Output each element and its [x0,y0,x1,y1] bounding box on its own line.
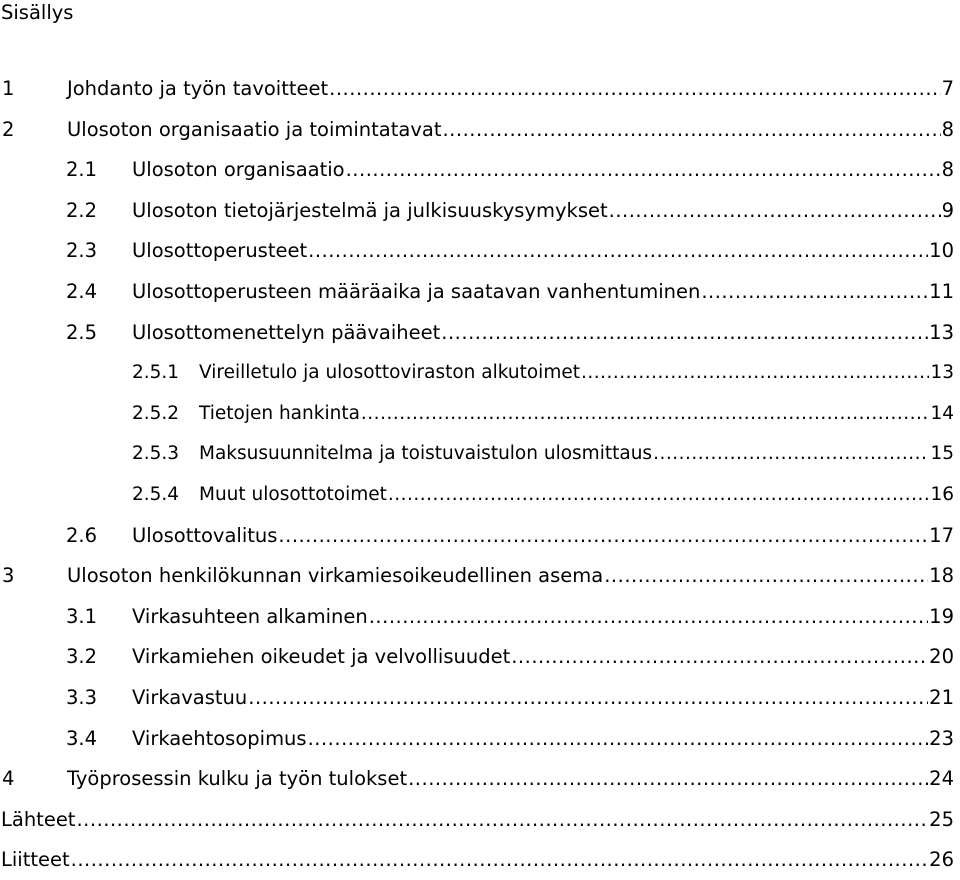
dot-leader [441,322,928,344]
toc-entry-label: Ulosoton organisaatio ja toimintatavat [67,117,442,141]
dot-leader [308,240,928,262]
toc-entry-number: 2.5.1 [132,362,180,384]
toc-entry[interactable] [0,799,960,840]
toc-entry-label: Virkaehtosopimus [132,726,307,750]
toc-entry-label: Lähteet [1,807,76,831]
toc-entry-page: 9 [941,198,954,222]
dot-leader [388,484,930,506]
toc-entry-number: 3.2 [66,645,98,669]
toc-entry-label: Ulosottovalitus [132,523,278,547]
toc-entry-number: 2.3 [66,239,98,263]
toc-entry[interactable] [0,636,960,677]
toc-entry-number: 2.4 [66,279,98,303]
toc-entry[interactable] [0,109,960,150]
toc-entry-number: 2.5.2 [132,402,180,424]
toc-entry-number: 1 [2,77,15,100]
toc-entry-number: 3 [2,564,15,588]
toc-entry-number: 2.5.3 [132,443,180,465]
toc-entry[interactable] [0,271,960,312]
dot-leader [278,525,928,547]
toc-entry[interactable] [0,68,960,109]
toc-entry-page: 25 [929,807,954,831]
toc-entry-page: 26 [929,848,954,872]
toc-entry-page: 13 [929,320,954,344]
dot-leader [609,200,941,222]
toc-entry-label: Ulosoton henkilökunnan virkamiesoikeudellinen asema [67,564,604,588]
toc-entry-number: 2.5 [66,320,98,344]
dot-leader [511,646,928,668]
dot-leader [653,443,929,465]
toc-entry[interactable] [0,758,960,799]
toc-entry-number: 3.4 [66,726,98,750]
toc-entry-number: 4 [2,767,15,791]
toc-entry[interactable] [0,149,960,190]
toc-entry-label: Johdanto ja työn tavoitteet [67,77,329,100]
toc-entry[interactable] [0,555,960,596]
toc-entry-label: Maksusuunnitelma ja toistuvaistulon ulosmittaus [199,443,653,465]
toc-entry[interactable] [0,393,960,434]
toc-entry-label: Virkavastuu [132,685,248,709]
toc-entry-page: 11 [929,279,954,303]
toc-title: Sisällys [1,1,74,24]
dot-leader [308,728,929,750]
toc-entry-label: Työprosessin kulku ja työn tulokset [67,767,408,791]
toc-entry-label: Ulosoton organisaatio [132,158,345,182]
toc-entry[interactable] [0,839,960,880]
toc-entry-label: Ulosottoperusteen määräaika ja saatavan vanhentuminen [132,279,701,303]
toc-entry-page: 24 [929,767,954,791]
dot-leader [604,565,928,587]
toc-entry-page: 13 [930,362,954,384]
dot-leader [442,119,940,141]
toc-entry-page: 15 [930,443,954,465]
toc-entry[interactable] [0,474,960,515]
toc-entry-label: Ulosottoperusteet [132,239,308,263]
toc-entry-page: 18 [929,564,954,588]
toc-entry-number: 3.1 [66,604,98,628]
dot-leader [346,159,941,181]
toc-entry[interactable] [0,352,960,393]
toc-entry[interactable] [0,677,960,718]
toc-entry-number: 2 [2,117,15,141]
toc-entry[interactable] [0,230,960,271]
toc-entry-label: Ulosoton tietojärjestelmä ja julkisuuskysymykset [132,198,608,222]
dot-leader [329,78,940,100]
toc-entry-label: Vireilletulo ja ulosottoviraston alkutoimet [199,362,580,384]
toc-entry-number: 2.1 [66,158,98,182]
toc-entry-page: 20 [929,645,954,669]
dot-leader [248,687,928,709]
toc-entry-number: 3.3 [66,685,98,709]
toc-entry-label: Liitteet [1,848,70,872]
toc-entry-number: 2.2 [66,198,98,222]
toc-entry-label: Tietojen hankinta [199,402,360,424]
toc-entry-page: 19 [929,604,954,628]
toc-entry[interactable] [0,515,960,556]
toc-entry-number: 2.5.4 [132,483,180,505]
dot-leader [361,403,930,425]
toc-entry-page: 8 [941,117,954,141]
toc-entry-page: 23 [929,726,954,750]
dot-leader [701,281,928,303]
toc-entry-page: 17 [929,523,954,547]
toc-entry-label: Virkasuhteen alkaminen [132,604,368,628]
toc-entry[interactable] [0,433,960,474]
dot-leader [581,362,929,384]
toc-entry-page: 16 [930,483,954,505]
toc-entry-label: Virkamiehen oikeudet ja velvollisuudet [132,645,511,669]
toc-entry-page: 8 [941,158,954,182]
toc-entry[interactable] [0,312,960,353]
toc-list [0,68,960,880]
toc-entry-label: Ulosottomenettelyn päävaiheet [132,320,441,344]
toc-entry-page: 21 [929,685,954,709]
dot-leader [71,849,929,871]
toc-entry[interactable] [0,596,960,637]
toc-entry[interactable] [0,718,960,759]
toc-entry[interactable] [0,190,960,231]
toc-entry-page: 7 [941,77,954,100]
dot-leader [369,606,928,628]
dot-leader [408,768,928,790]
toc-entry-page: 10 [929,239,954,263]
toc-entry-label: Muut ulosottotoimet [199,483,387,505]
dot-leader [76,809,928,831]
toc-entry-number: 2.6 [66,523,98,547]
toc-entry-page: 14 [930,402,954,424]
